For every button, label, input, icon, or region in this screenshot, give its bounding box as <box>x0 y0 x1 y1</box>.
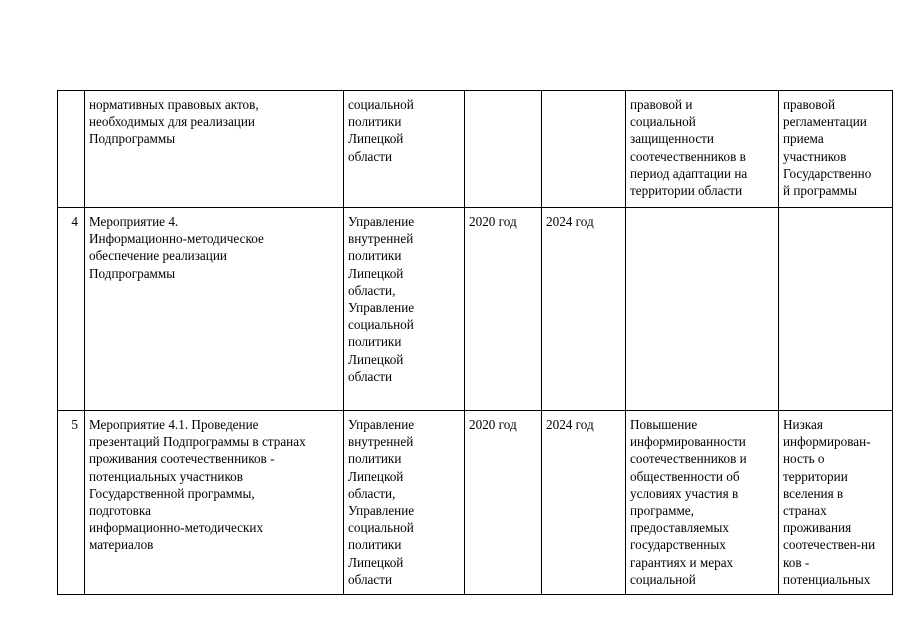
activity-cell: Мероприятие 4.1. Проведение презентаций Подпрограммы в странах проживания соотечественников - потенциальных участников Государственной программы, подготовка информационно-методических материалов <box>85 411 344 595</box>
expected-result-cell <box>626 208 779 411</box>
expected-result-cell: правовой и социальной защищенности соотечественников в период адаптации на территории области <box>626 91 779 208</box>
start-year-cell: 2020 год <box>465 208 542 411</box>
activity-cell: Мероприятие 4. Информационно-методическое обеспечение реализации Подпрограммы <box>85 208 344 411</box>
start-year-cell <box>465 91 542 208</box>
risks-cell: правовой регламентации приема участников Государственно й программы <box>779 91 893 208</box>
row-number-cell: 4 <box>58 208 85 411</box>
row-number-cell: 5 <box>58 411 85 595</box>
table-row <box>58 208 893 411</box>
risks-cell <box>779 208 893 411</box>
row-number-cell <box>58 91 85 208</box>
end-year-cell: 2024 год <box>542 208 626 411</box>
executor-cell: Управление внутренней политики Липецкой области, Управление социальной политики Липецкой области <box>344 208 465 411</box>
start-year-cell: 2020 год <box>465 411 542 595</box>
expected-result-cell: Повышение информированности соотечественников и общественности об условиях участия в программе, предоставляемых государственных гарантиях и мерах социальной <box>626 411 779 595</box>
table-row <box>58 411 893 595</box>
activity-cell: нормативных правовых актов, необходимых для реализации Подпрограммы <box>85 91 344 208</box>
executor-cell: Управление внутренней политики Липецкой области, Управление социальной политики Липецкой области <box>344 411 465 595</box>
end-year-cell: 2024 год <box>542 411 626 595</box>
risks-cell: Низкая информирован- ность о территории вселения в странах проживания соотечествен-ни ков - потенциальных <box>779 411 893 595</box>
executor-cell: социальной политики Липецкой области <box>344 91 465 208</box>
end-year-cell <box>542 91 626 208</box>
subprogram-activities-table <box>57 90 893 595</box>
table-row <box>58 91 893 208</box>
